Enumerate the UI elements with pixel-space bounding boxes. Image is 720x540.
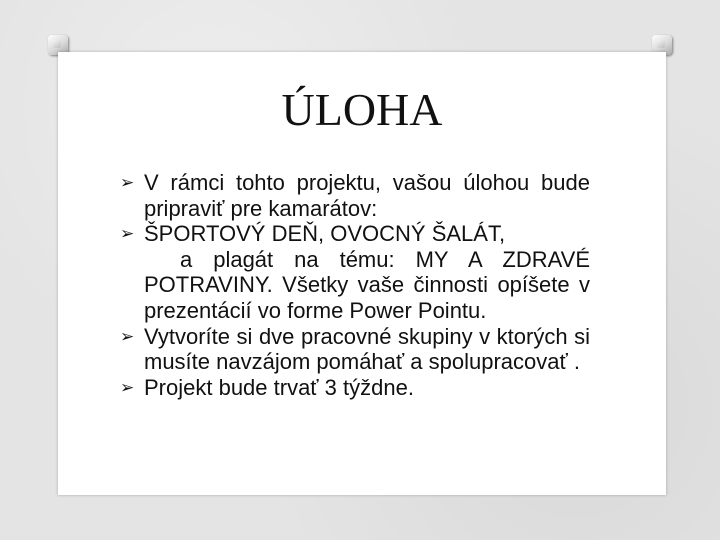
bullet-text: Projekt bude trvať 3 týždne. [144,374,414,400]
arrow-bullet-icon: ➢ [120,377,135,397]
bullet-item [120,221,590,323]
bullet-item [120,323,590,375]
bullet-continuation-text: a plagát na tému: MY A ZDRAVÉ POTRAVINY. Všetky vaše činnosti opíšete v prezentácií vo forme Power Pointu. [144,246,590,323]
bullet-text: V rámci tohto projektu, vašou úlohou bude pripraviť pre kamarátov: [144,170,590,221]
slide-title: ÚLOHA [281,84,443,135]
bullet-text: ŠPORTOVÝ DEŇ, OVOCNÝ ŠALÁT, [144,221,506,247]
arrow-bullet-icon: ➢ [120,224,135,244]
bullet-item [120,374,590,401]
bullet-item [120,170,590,221]
arrow-bullet-icon: ➢ [120,326,135,346]
bullet-text: Vytvoríte si dve pracovné skupiny v ktorých si musíte navzájom pomáhať a spolupracovať . [144,323,590,375]
arrow-bullet-icon: ➢ [120,173,135,192]
bullet-list [120,170,590,400]
